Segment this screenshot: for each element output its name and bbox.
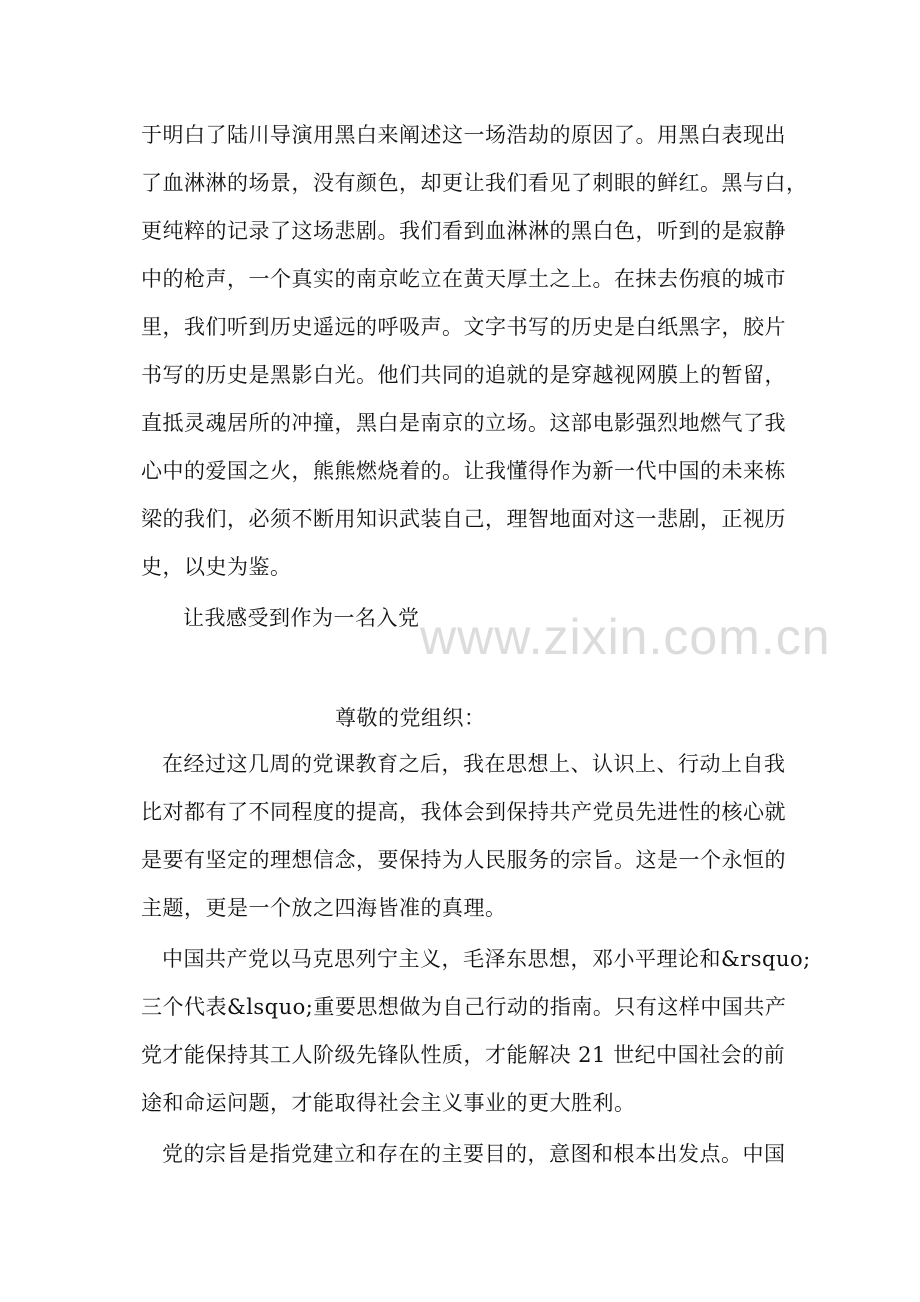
text-line: 党的宗旨是指党建立和存在的主要目的，意图和根本出发点。中国	[162, 1142, 786, 1166]
text-line: 主题，更是一个放之四海皆准的真理。	[141, 896, 507, 920]
text-line: 直抵灵魂居所的冲撞，黑白是南京的立场。这部电影强烈地燃气了我	[141, 411, 786, 435]
text-line: 中的枪声，一个真实的南京屹立在黄天厚土之上。在抹去伤痕的城市	[141, 267, 786, 291]
salutation: 尊敬的党组织：	[335, 706, 486, 730]
watermark: www.zixin.com.cn	[420, 609, 831, 665]
text-line: 在经过这几周的党课教育之后，我在思想上、认识上、行动上自我	[162, 752, 786, 776]
section-heading: 让我感受到作为一名入党	[183, 606, 420, 630]
text-line: 史，以史为鉴。	[141, 555, 292, 579]
text-line: 是要有坚定的理想信念，要保持为人民服务的宗旨。这是一个永恒的	[141, 848, 786, 872]
text-line: 三个代表&lsquo;重要思想做为自己行动的指南。只有这样中国共产	[141, 995, 787, 1019]
text-line: 梁的我们，必须不断用知识武装自己，理智地面对这一悲剧，正视历	[141, 507, 786, 531]
text-line: 更纯粹的记录了这场悲剧。我们看到血淋淋的黑白色，听到的是寂静	[141, 219, 786, 243]
text-line: 于明白了陆川导演用黑白来阐述这一场浩劫的原因了。用黑白表现出	[141, 123, 786, 147]
text-line: 中国共产党以马克思列宁主义，毛泽东思想，邓小平理论和&rsquo;	[162, 947, 811, 971]
text-line: 途和命运问题，才能取得社会主义事业的更大胜利。	[141, 1091, 636, 1115]
text-line: 书写的历史是黑影白光。他们共同的追就的是穿越视网膜上的暂留，	[141, 363, 786, 387]
text-line: 心中的爱国之火，熊熊燃烧着的。让我懂得作为新一代中国的未来栋	[141, 459, 786, 483]
text-line: 里，我们听到历史遥远的呼吸声。文字书写的历史是白纸黑字，胶片	[141, 315, 786, 339]
text-line: 比对都有了不同程度的提高，我体会到保持共产党员先进性的核心就	[141, 800, 786, 824]
text-line: 了血淋淋的场景，没有颜色，却更让我们看见了刺眼的鲜红。黑与白，	[141, 171, 808, 195]
text-line: 党才能保持其工人阶级先锋队性质，才能解决 21 世纪中国社会的前	[141, 1043, 786, 1067]
